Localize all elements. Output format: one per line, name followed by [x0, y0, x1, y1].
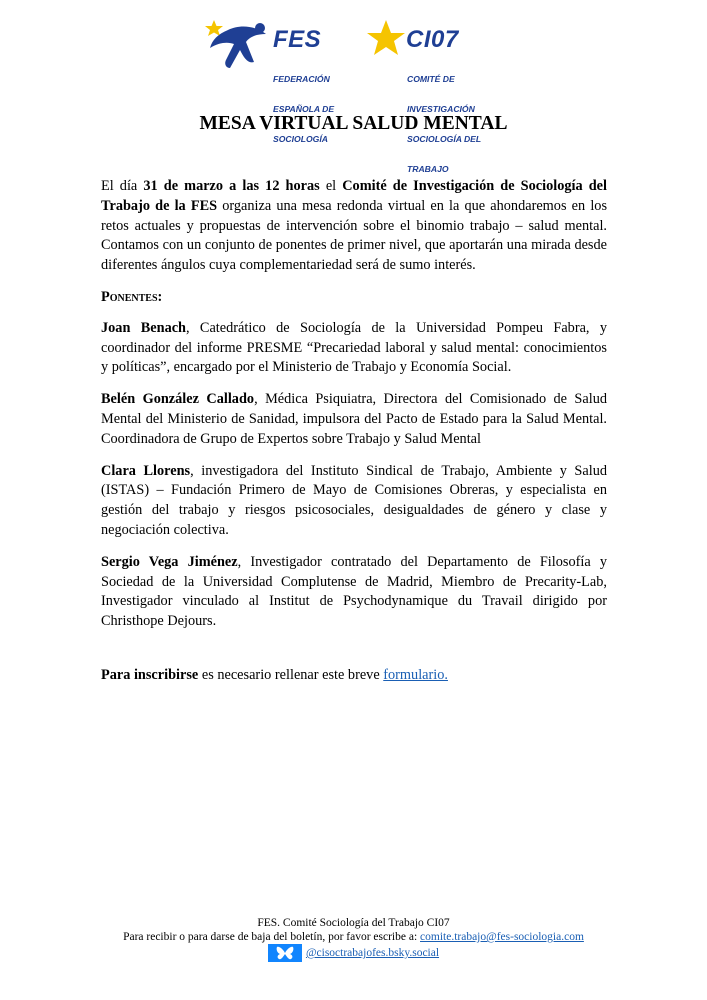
fes-acronym: FES: [273, 26, 322, 53]
speaker-name: Sergio Vega Jiménez: [101, 553, 238, 570]
page-title: MESA VIRTUAL SALUD MENTAL: [199, 113, 508, 134]
signup-text: es necesario rellenar este breve: [198, 666, 384, 683]
cio-logo-line: SOCIOLOGÍA DEL: [407, 134, 482, 144]
speakers-heading: Ponentes:: [101, 288, 163, 305]
signup-form-link[interactable]: formulario.: [383, 666, 448, 683]
fes-logo-line: SOCIOLOGÍA: [273, 134, 328, 144]
cio-logo-line: TRABAJO: [407, 164, 449, 174]
footer-subscribe-text: Para recibir o para darse de baja del boletín, por favor escribe a:: [123, 931, 421, 943]
speaker-item: [101, 319, 607, 378]
cio-acronym: CI07: [406, 26, 459, 53]
fes-logo-line: ESPAÑOLA DE: [273, 104, 335, 114]
speaker-description: , Catedrático de Sociología de la Universidad Pompeu Fabra, y coordinador del informe PRESME “Precariedad laboral y salud mental: conocimientos y políticas”, encargado por el Ministerio de Trabajo y Economía Social.: [101, 319, 607, 376]
footer-social-line: [0, 944, 707, 965]
footer-subscribe-line: [0, 930, 707, 944]
footer-email-link[interactable]: comite.trabajo@fes-sociologia.com: [420, 931, 584, 943]
speaker-item: [101, 390, 607, 449]
cio-star-icon: [366, 18, 406, 58]
intro-text: organiza una mesa redonda virtual en la que ahondaremos en los retos actuales y propuestas de intervención sobre el binomio trabajo – salud mental. Contamos con un conjunto de ponentes de primer nivel, que aportarán una mirada desde diferentes ángulos cuya complementariedad será de sumo interés.: [101, 197, 608, 274]
footer-org-line: FES. Comité Sociología del Trabajo CI07: [257, 917, 450, 929]
fes-logo: [200, 18, 350, 144]
speaker-description: , Investigador contratado del Departamento de Filosofía y Sociedad de la Universidad Complutense de Madrid, Miembro de Precarity-Lab, Investigador vinculado al Institut de Psychodynamique du Travail dirigido por Christhope Dejours.: [101, 553, 607, 630]
bluesky-row: [268, 944, 439, 962]
intro-text: el: [319, 178, 343, 194]
fes-figure-icon: [200, 18, 272, 80]
intro-date: 31 de marzo a las 12 horas: [143, 178, 320, 194]
speaker-name: Belén González Callado: [101, 391, 255, 408]
signup-bold: Para inscribirse: [101, 666, 199, 683]
speaker-description: , Médica Psiquiatra, Directora del Comisionado de Salud Mental del Ministerio de Sanidad, impulsora del Pacto de Estado para la Salud Mental. Coordinadora de Grupo de Expertos sobre Trabajo y Salud Mental: [101, 391, 608, 447]
intro-paragraph: [101, 177, 607, 276]
intro-text: El día: [101, 178, 144, 194]
speaker-name: Joan Benach: [101, 319, 187, 336]
document-body: [101, 177, 607, 698]
speaker-item: [101, 462, 607, 541]
cio-logo-line: INVESTIGACIÓN: [407, 104, 475, 114]
speaker-description: , investigadora del Instituto Sindical de Trabajo, Ambiente y Salud (ISTAS) – Fundación Primero de Mayo de Comisiones Obreras, y especialista en gestión del trabajo y riesgos psicosociales, desigualdades de género y clase y negociación colectiva.: [101, 462, 607, 538]
fes-logo-line: FEDERACIÓN: [273, 74, 330, 84]
intro-organizer: Comité de Investigación de Sociología del Trabajo de la FES: [101, 178, 608, 214]
cio-logo-line: COMITÉ DE: [407, 74, 455, 84]
bluesky-handle-link[interactable]: @cisoctrabajofes.bsky.social: [305, 947, 440, 959]
speaker-item: [101, 553, 607, 632]
cio-logo: [366, 18, 506, 174]
bluesky-butterfly-icon: [268, 944, 302, 962]
speaker-name: Clara Llorens: [101, 462, 191, 479]
footer: [0, 916, 707, 965]
fes-logo-text: [273, 54, 334, 164]
signup-paragraph: [101, 666, 607, 686]
